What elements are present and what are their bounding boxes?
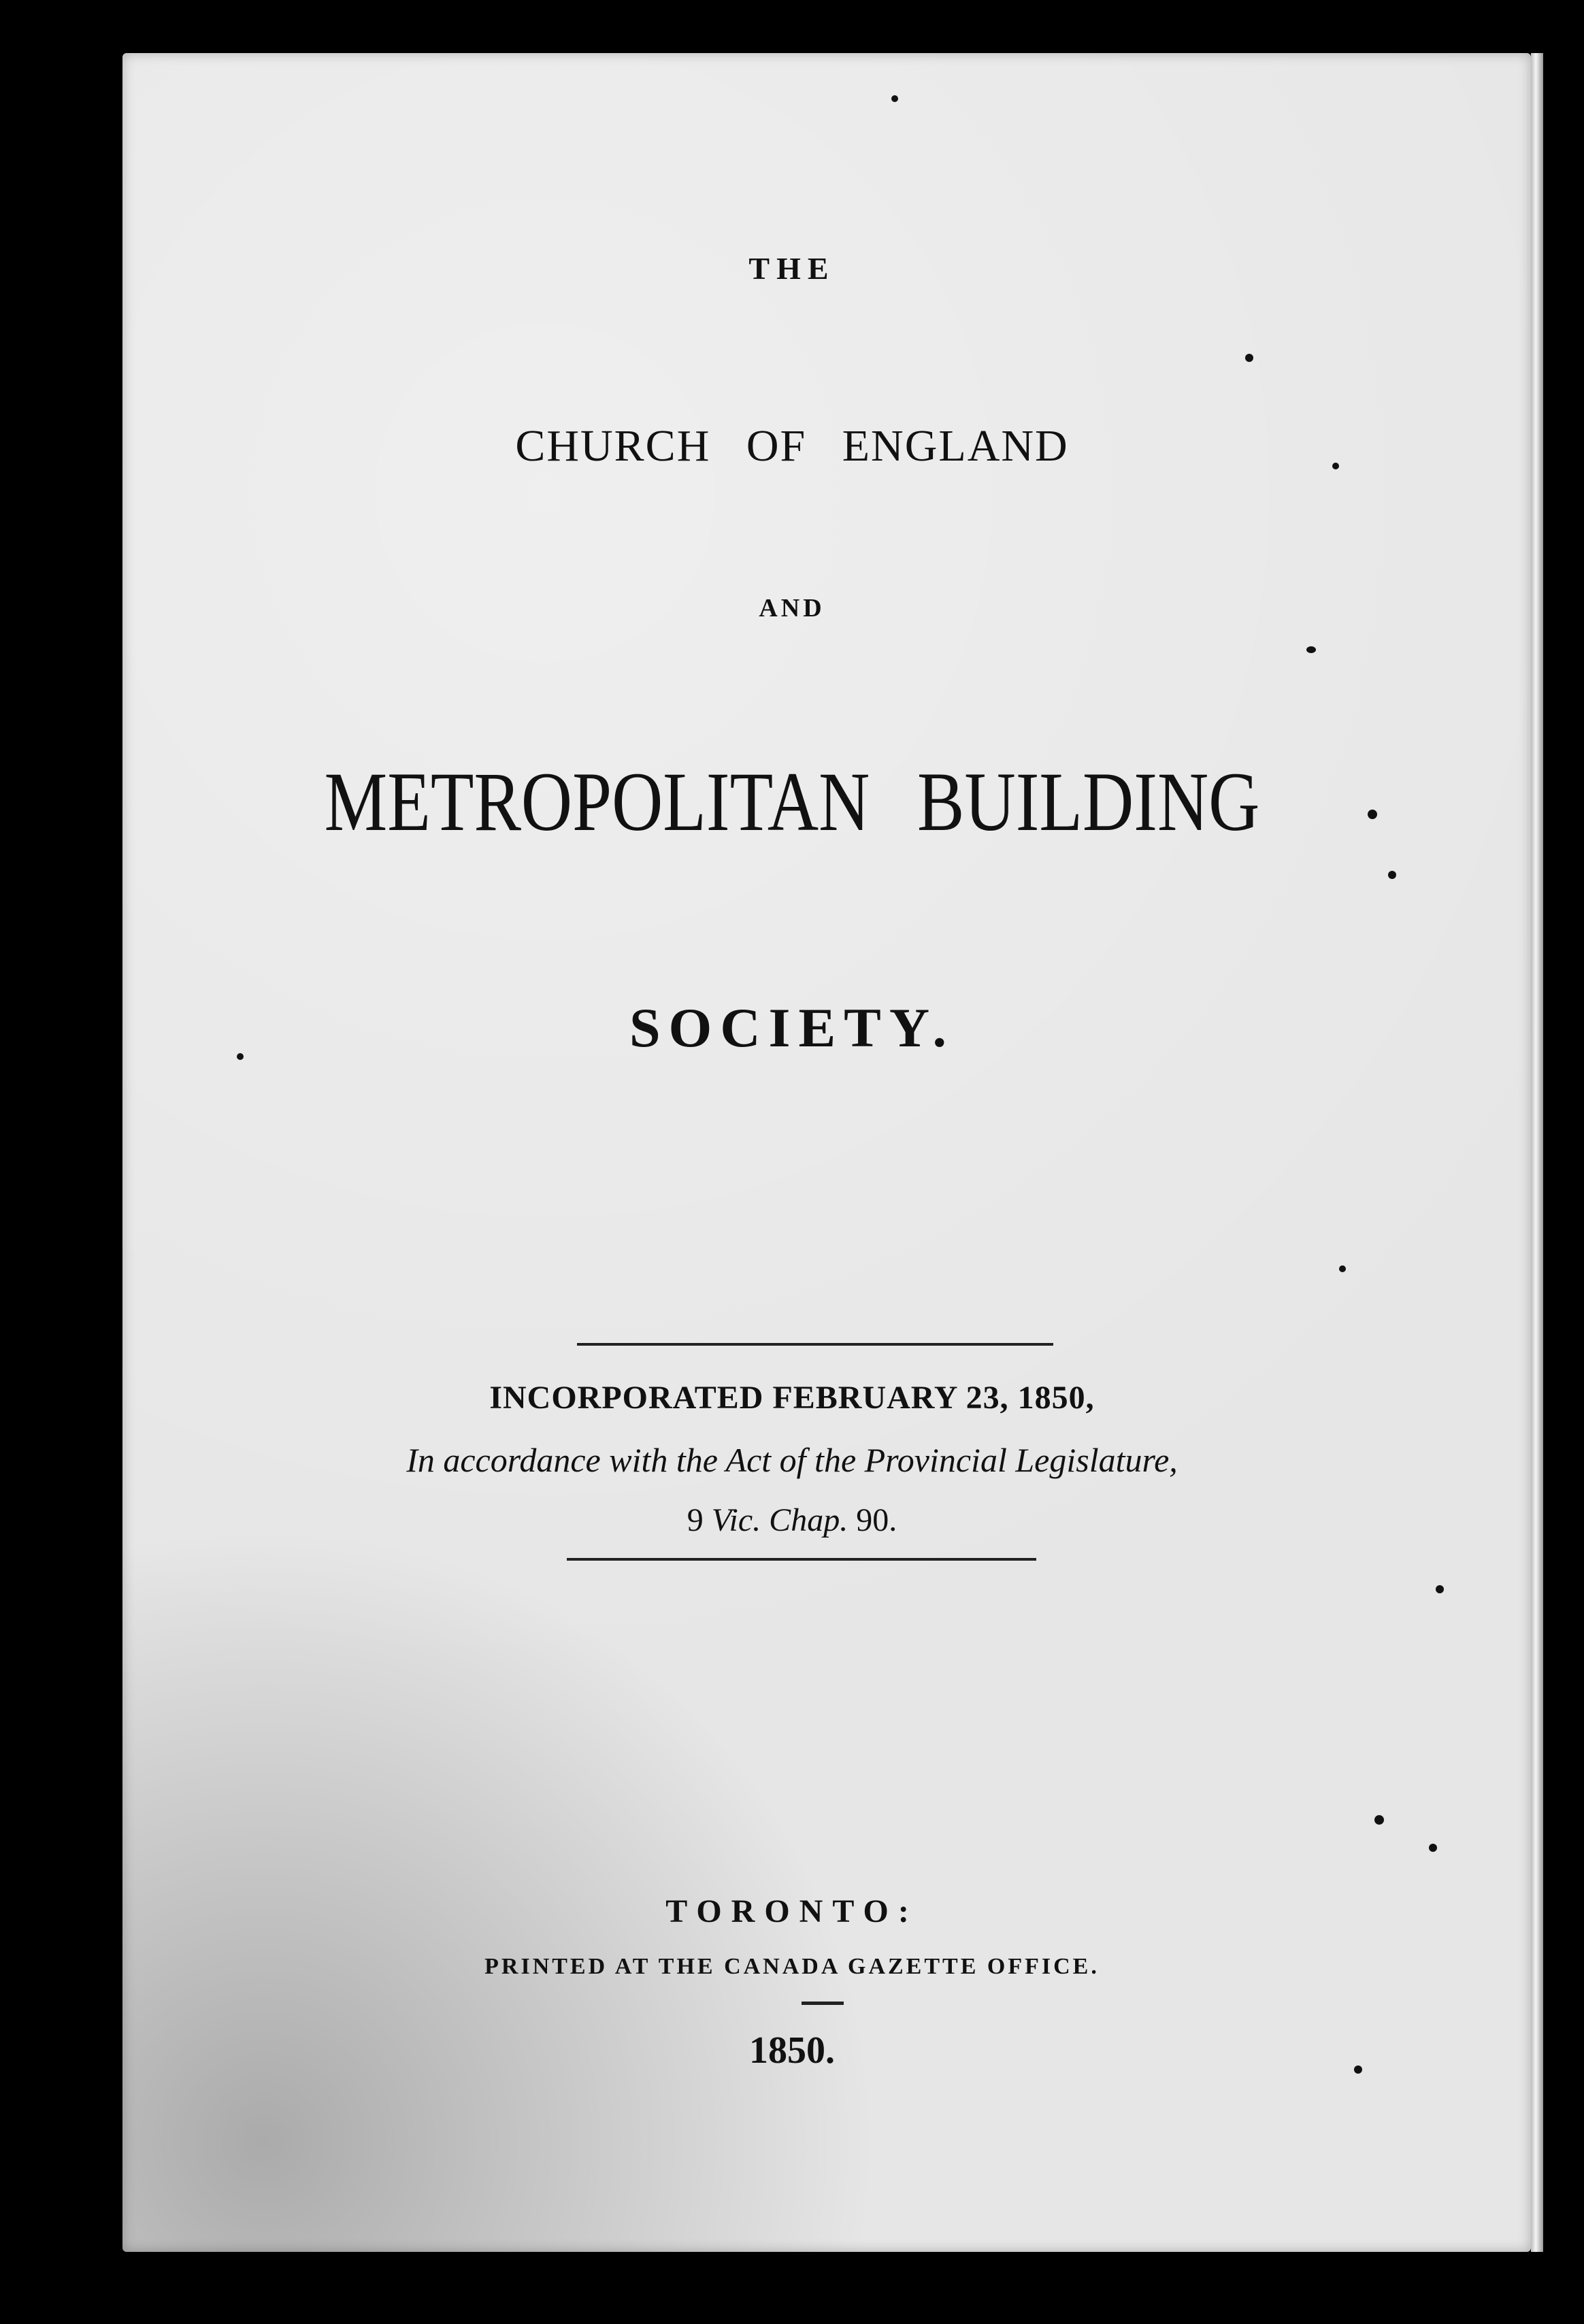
divider-rule-top <box>577 1343 1053 1346</box>
ink-speck <box>1436 1585 1444 1593</box>
heading-and: AND <box>759 594 825 622</box>
incorporation-line: INCORPORATED FEBRUARY 23, 1850, <box>489 1380 1095 1416</box>
ink-speck <box>1374 1815 1384 1825</box>
statute-vic-chap: Vic. Chap. <box>711 1502 848 1538</box>
heading-society: SOCIETY. <box>629 997 955 1059</box>
ink-speck <box>1339 1265 1346 1272</box>
imprint-place: TORONTO: <box>665 1893 919 1929</box>
imprint-year: 1850. <box>749 2029 835 2072</box>
ink-speck <box>1306 646 1316 653</box>
ink-speck <box>891 95 898 102</box>
imprint-short-rule <box>802 2002 844 2005</box>
imprint-printer: PRINTED AT THE CANADA GAZETTE OFFICE. <box>484 1954 1100 1979</box>
ink-speck <box>1245 354 1253 362</box>
heading-church-of-england: CHURCH OF ENGLAND <box>515 421 1069 471</box>
heading-metropolitan-building: METROPOLITAN BUILDING <box>324 755 1260 848</box>
statute-citation <box>0 1501 1584 1539</box>
heading-the: THE <box>748 251 836 286</box>
ink-speck <box>1429 1844 1437 1852</box>
ink-speck <box>1388 871 1396 879</box>
statute-chapter-number: 90. <box>856 1502 897 1538</box>
act-reference-line: In accordance with the Act of the Provincial Legislature, <box>406 1441 1178 1479</box>
statute-number: 9 <box>687 1502 704 1538</box>
divider-rule-bottom <box>567 1558 1036 1561</box>
